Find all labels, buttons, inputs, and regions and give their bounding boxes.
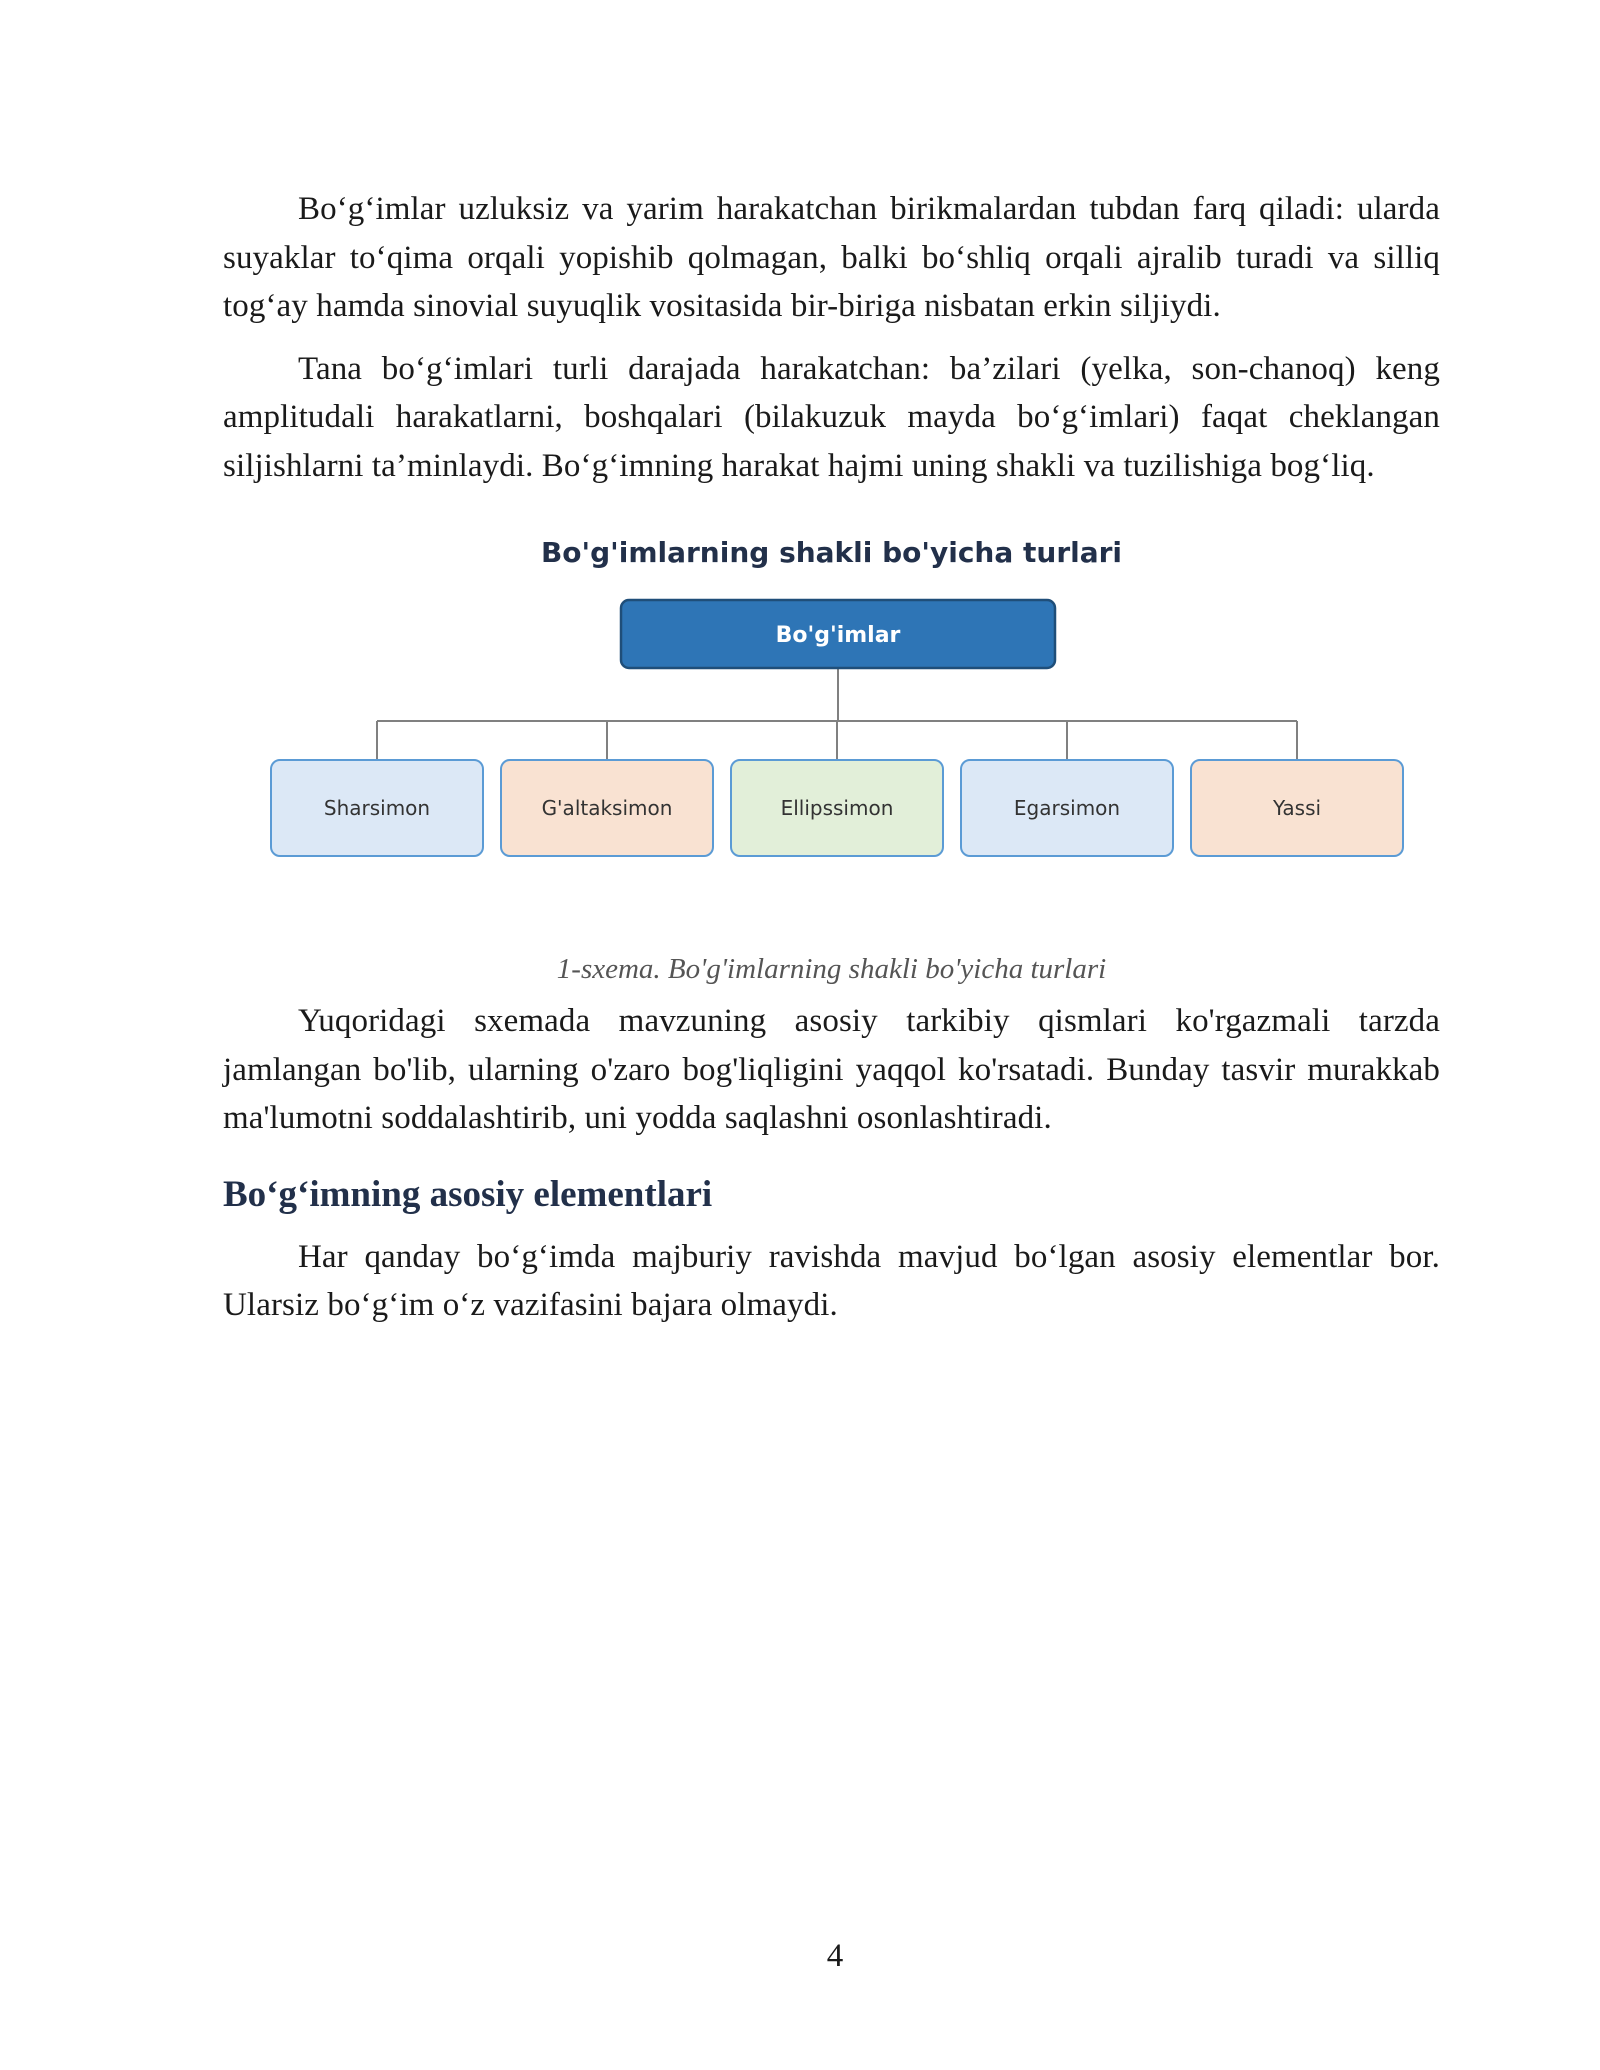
section-heading: Bo‘g‘imning asosiy elementlari (223, 1173, 713, 1215)
child-node-label: Yassi (1272, 796, 1322, 820)
root-node-label: Bo'g'imlar (775, 623, 901, 648)
diagram-figure (223, 504, 1440, 949)
figure-caption: 1-sxema. Bo'g'imlarning shakli bo'yicha turlari (556, 953, 1107, 985)
paragraph: Tana bo‘g‘imlari turli darajada harakatchan: ba’zilari (yelka, son-chanoq) keng amplitudali harakatlarni, boshqalari (bilakuzuk mayda bo‘g‘imlari) faqat cheklangan siljishlarni ta’minlaydi. Bo‘g‘imning harakat hajmi uning shakli va tuzilishiga bog‘liq. (223, 350, 1440, 484)
diagram-title: Bo'g'imlarning shakli bo'yicha turlari (540, 536, 1123, 569)
child-node-label: G'altaksimon (541, 796, 673, 820)
page-number: 4 (826, 1938, 844, 1974)
child-node-label: Egarsimon (1013, 796, 1121, 820)
paragraph: Bo‘g‘imlar uzluksiz va yarim harakatchan birikmalardan tubdan farq qiladi: ularda suyaklar to‘qima orqali yopishib qolmagan, balki bo‘shliq orqali ajralib turadi va silliq tog‘ay hamda sinovial suyuqlik vositasida bir-biriga nisbatan erkin siljiydi. (223, 191, 1440, 324)
child-node-label: Ellipssimon (780, 796, 894, 820)
paragraph: Yuqoridagi sxemada mavzuning asosiy tarkibiy qismlari ko'rgazmali tarzda jamlangan bo'lib, ularning o'zaro bog'liqligini yaqqol ko'rsatadi. Bunday tasvir murakkab ma'lumotni soddalashtirib, uni yodda saqlashni osonlashtiradi. (223, 1003, 1440, 1136)
joint-types-diagram (223, 504, 1440, 949)
child-node-label: Sharsimon (323, 796, 431, 820)
page-content (223, 185, 1440, 1344)
paragraph: Har qanday bo‘g‘imda majburiy ravishda mavjud bo‘lgan asosiy elementlar bor. Ularsiz bo‘g‘im o‘z vazifasini bajara olmaydi. (223, 1238, 1440, 1323)
